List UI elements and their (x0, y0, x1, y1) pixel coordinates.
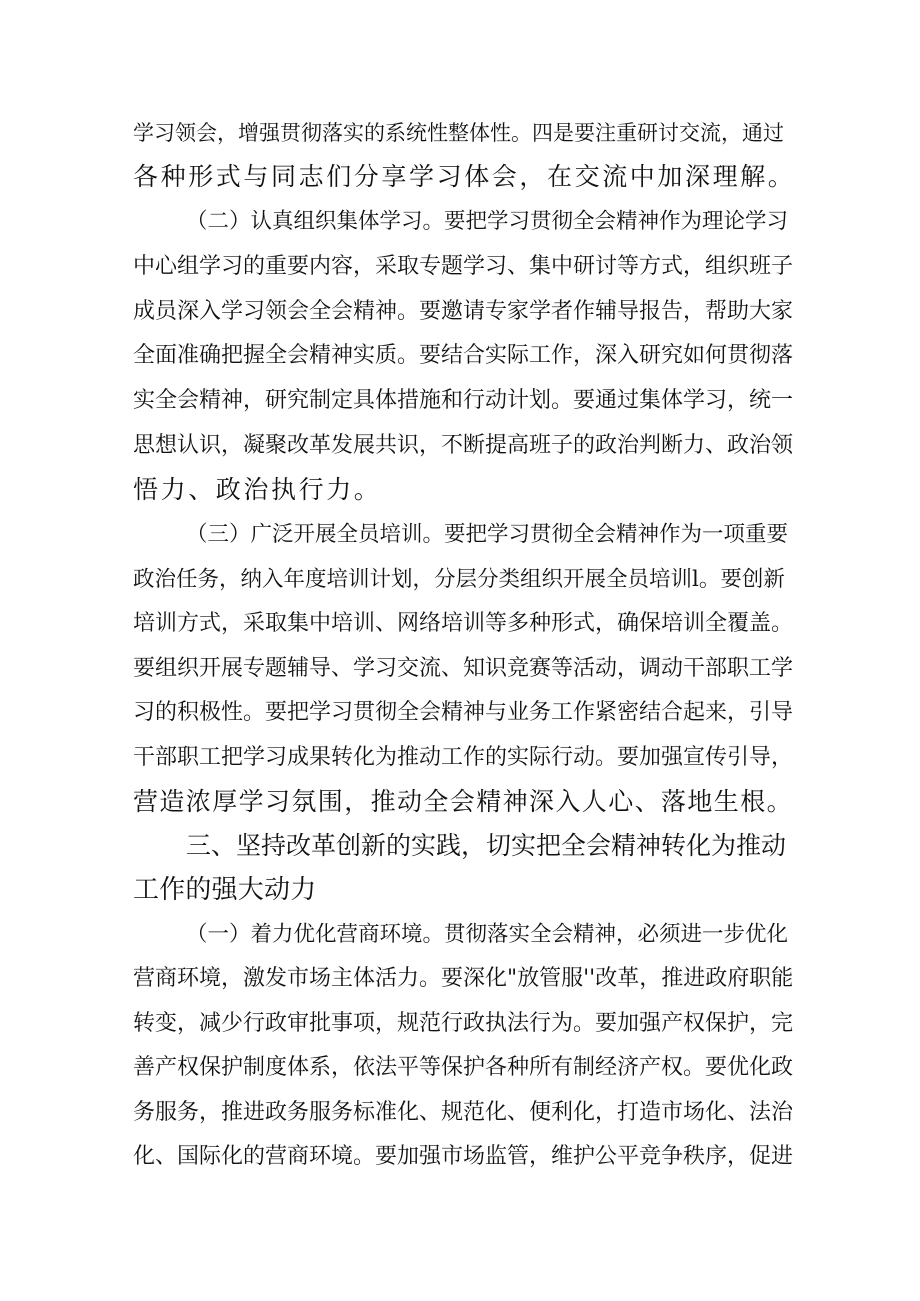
body-text-line: 干部职工把学习成果转化为推动工作的实际行动。要加强宣传引导， (133, 745, 794, 770)
body-text-line: 政治任务，纳入年度培训计划，分层分类组织开展全员培训l。要创新 (133, 567, 785, 592)
section-heading: 三、坚持改革创新的实践，切实把全会精神转化为推动 (186, 831, 787, 860)
body-text-line: 化、国际化的营商环境。要加强市场监管，维护公平竞争秩序，促进 (133, 1144, 794, 1169)
body-text-line: 善产权保护制度体系，依法平等保护各种所有制经济产权。要优化政 (133, 1055, 794, 1080)
body-text-line: 务服务，推进政务服务标准化、规范化、便利化，打造市场化、法治 (133, 1100, 794, 1125)
body-text-line: 习的积极性。要把学习贯彻全会精神与业务工作紧密结合起来，引导 (133, 700, 794, 725)
section-heading: 工作的强大动力 (133, 875, 317, 905)
body-text-line: （三）广泛开展全员培训。要把学习贯彻全会精神作为一项重要 (186, 522, 789, 547)
body-text-line: 悟力、政治执行力。 (133, 475, 382, 504)
body-text-line: 培训方式，采取集中培训、网络培训等多种形式，确保培训全覆盖。 (133, 611, 794, 636)
body-text-line: 营商环境，激发市场主体活力。要深化"放管服''改革，推进政府职能 (133, 966, 794, 991)
body-text-line: （一）着力优化营商环境。贯彻落实全会精神，必须进一步优化 (186, 922, 789, 947)
body-text-line: 学习领会，增强贯彻落实的系统性整体性。四是要注重研讨交流，通过 (133, 121, 784, 145)
body-text-line: （二）认真组织集体学习。要把学习贯彻全会精神作为理论学习 (186, 209, 789, 234)
body-text-line: 转变，减少行政审批事项，规范行政执法行为。要加强产权保护，完 (133, 1011, 794, 1036)
body-text-line: 要组织开展专题辅导、学习交流、知识竞赛等活动，调动干部职工学 (133, 656, 794, 681)
body-text-line: 全面准确把握全会精神实质。要结合实际工作，深入研究如何贯彻落 (133, 343, 794, 368)
body-text-line: 实全会精神，研究制定具体措施和行动计划。要通过集体学习，统一 (133, 388, 794, 413)
body-text-line: 营造浓厚学习氛围，推动全会精神深入人心、落地生根。 (133, 787, 794, 816)
body-text-line: 思想认识，凝聚改革发展共识，不断提高班子的政治判断力、政治领 (133, 433, 794, 458)
body-text-line: 中心组学习的重要内容，采取专题学习、集中研讨等方式，组织班子 (133, 254, 794, 279)
body-text-line: 成员深入学习领会全会精神。要邀请专家学者作辅导报告，帮助大家 (133, 299, 794, 324)
body-text-line: 各种形式与同志们分享学习体会，在交流中加深理解。 (133, 162, 796, 191)
